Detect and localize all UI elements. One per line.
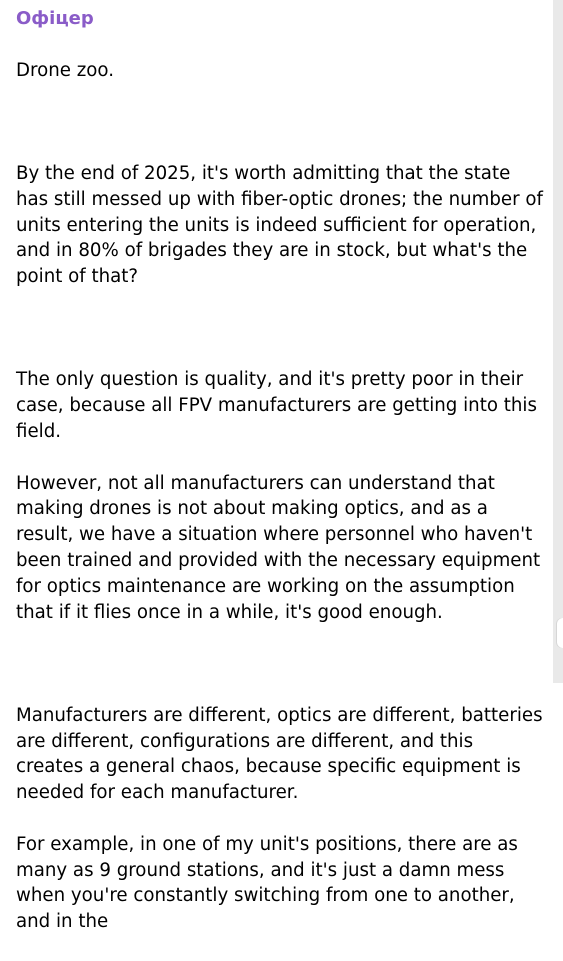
- message-line: However, not all manufacturers can understand that making drones is not about making optics, and as a result, we have a situation where personnel who haven't been trained and provided with the necessary equipment for optics maintenance are working on the assumption that if it flies once in a while, it's good enough.: [16, 472, 541, 623]
- message-line: For example, in one of my unit's positions, there are as many as 9 ground stations, and it's just a damn mess when you're constantly switching from one to another, and in the: [16, 833, 518, 933]
- message-text: [16, 32, 543, 961]
- message-line: Drone zoo.: [16, 59, 114, 81]
- message-line: By the end of 2025, it's worth admitting that the state has still messed up with fiber-optic drones; the number of units entering the units is indeed sufficient for operation, and in 80% of brigades they are in stock, but what's the point of that?: [16, 162, 543, 288]
- message-line-gap: [16, 316, 543, 342]
- message-line-gap: [16, 109, 543, 135]
- message-line: Manufacturers are different, optics are different, batteries are different, configurations are different, and this creates a general chaos, because specific equipment is needed for each manufacturer.: [16, 704, 543, 804]
- chat-scroll-area: [553, 0, 563, 683]
- scroll-handle[interactable]: [557, 618, 563, 648]
- message-author[interactable]: Офіцер: [16, 8, 94, 29]
- message-line: The only question is quality, and it's pretty poor in their case, because all FPV manufacturers are getting into this field.: [16, 369, 537, 442]
- message-line-gap: [16, 651, 543, 677]
